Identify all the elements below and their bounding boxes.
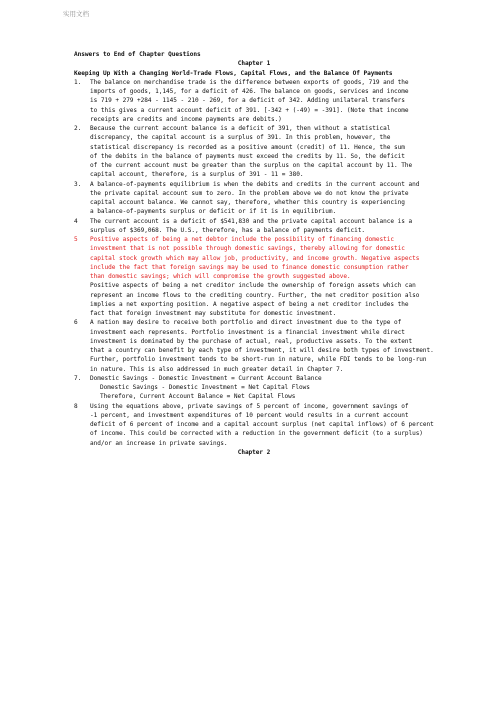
answer-line: capital account, therefore, is a surplus of 391 - 11 = 380.	[90, 171, 304, 179]
answer-number: 3.	[74, 180, 82, 188]
highlighted-line: investment that is not possible through domestic savings, thereby allowing for domestic	[90, 245, 405, 253]
answer-number: 1.	[74, 78, 82, 86]
document-title: Answers to End of Chapter Questions	[74, 51, 201, 58]
answer-line: is 719 + 279 +284 - 1145 - 210 - 269, for a deficit of 342. Adding unilateral transfers	[90, 97, 405, 105]
answer-line: A balance-of-payments equilibrium is when the debits and credits in the current account and	[90, 180, 420, 188]
answer-line: to this gives a current account deficit of 391. [-342 + (-49) = -391]. (Note that income	[90, 106, 409, 114]
answer-1	[74, 78, 434, 124]
answer-line: of the debits in the balance of payments must exceed the credits by 11. So, the deficit	[90, 152, 405, 160]
answer-line: Positive aspects of being a net creditor include the ownership of foreign assets which can	[90, 282, 416, 290]
answer-2	[74, 124, 434, 180]
answer-line: A nation may desire to receive both portfolio and direct investment due to the type of	[90, 319, 402, 327]
answer-number: 2.	[74, 125, 82, 132]
answer-8	[74, 402, 434, 448]
highlighted-line: Positive aspects of being a net debtor include the possibility of financing domestic	[90, 236, 394, 243]
equation-line: Domestic Savings - Domestic Investment = Current Account Balance	[90, 374, 322, 382]
answer-number: 8	[74, 402, 78, 410]
answer-line: investment is dominated by the purchase of actual, real, productive assets. To the extent	[90, 337, 413, 345]
answer-line: in nature. This is also addressed in much greater detail in Chapter 7.	[90, 365, 344, 373]
answer-line: a balance-of-payments surplus or deficit or if it is in equilibrium.	[90, 208, 337, 216]
answer-line: that a country can benefit by each type of investment, it will desire both types of investment.	[90, 347, 434, 354]
chapter-1-title: Keeping Up With a Changing World-Trade Flows, Capital Flows, and the Balance Of Payments	[74, 69, 393, 77]
answer-line: receipts are credits and income payments are debits.)	[90, 115, 282, 123]
answer-line: and/or an increase in private savings.	[90, 439, 228, 447]
answer-line: imports of goods, 1,145, for a deficit of 426. The balance on goods, services and income	[90, 88, 409, 95]
answer-line: the private capital account sum to zero. In the problem above we do not know the private	[90, 189, 409, 197]
page-header: 实用文档	[63, 10, 89, 18]
answer-line: -1 percent, and investment expenditures of 10 percent would results in a current account	[90, 411, 409, 419]
document-body	[74, 50, 434, 457]
chapter-2-heading: Chapter 2	[237, 448, 271, 456]
answer-number: 6	[74, 319, 78, 327]
highlighted-line: than domestic savings; which will compromise the growth suggested above.	[90, 273, 351, 280]
equation-line: Domestic Savings - Domestic Investment = Net Capital Flows	[100, 384, 310, 391]
answer-number: 5	[74, 236, 78, 243]
answer-6	[74, 318, 434, 374]
answer-line: discrepancy, the capital account is a surplus of 391. In this problem, however, the	[90, 134, 391, 142]
answer-line: fact that foreign investment may substitute for domestic investment.	[90, 310, 337, 317]
answer-line: of the current account must be greater than the surplus on the capital account by 11. The	[90, 162, 413, 169]
answer-5	[74, 235, 434, 318]
answer-line: Further, portfolio investment tends to be short-run in nature, while FDI tends to be long-run	[90, 356, 427, 364]
answer-line: capital account balance. We cannot say, therefore, whether this country is experiencing	[90, 199, 405, 206]
answer-line: surplus of $369,068. The U.S., therefore, has a balance of payments deficit.	[90, 226, 366, 234]
answer-4	[74, 217, 434, 236]
answer-line: Using the equations above, private savings of 5 percent of income, government savings of	[90, 402, 409, 410]
highlighted-line: capital stock growth which may allow job, productivity, and income growth. Negative aspects	[90, 254, 420, 262]
answer-line: statistical discrepancy is recorded as a positive amount (credit) of 11. Hence, the sum	[90, 143, 405, 151]
chapter-1-heading: Chapter 1	[237, 60, 271, 68]
answer-line: of income. This could be corrected with a reduction in the government deficit (to a surplus)	[90, 430, 423, 438]
answer-line: Because the current account balance is a deficit of 391, then without a statistical	[90, 125, 391, 132]
answer-line: The current account is a deficit of $541,830 and the private capital account balance is a	[90, 217, 413, 225]
answer-number: 4	[74, 217, 78, 225]
answer-7	[74, 374, 434, 402]
answer-line: investment each represents. Portfolio investment is a financial investment while direct	[90, 328, 405, 336]
answer-line: deficit of 6 percent of income and a capital account surplus (net capital inflows) of 6 percent	[90, 421, 434, 428]
answer-number: 7.	[74, 374, 82, 382]
answer-line: represent an income flows to the crediting country. Further, the net creditor position also	[90, 291, 420, 299]
answer-line: implies a net exporting position. A negative aspect of being a net creditor includes the	[90, 300, 409, 308]
equation-line: Therefore, Current Account Balance = Net Capital Flows	[100, 393, 296, 401]
answer-line: The balance on merchandise trade is the difference between exports of goods, 719 and the	[90, 78, 409, 86]
answer-3	[74, 180, 434, 217]
highlighted-line: include the fact that foreign savings may be used to finance domestic consumption rather	[90, 263, 409, 271]
